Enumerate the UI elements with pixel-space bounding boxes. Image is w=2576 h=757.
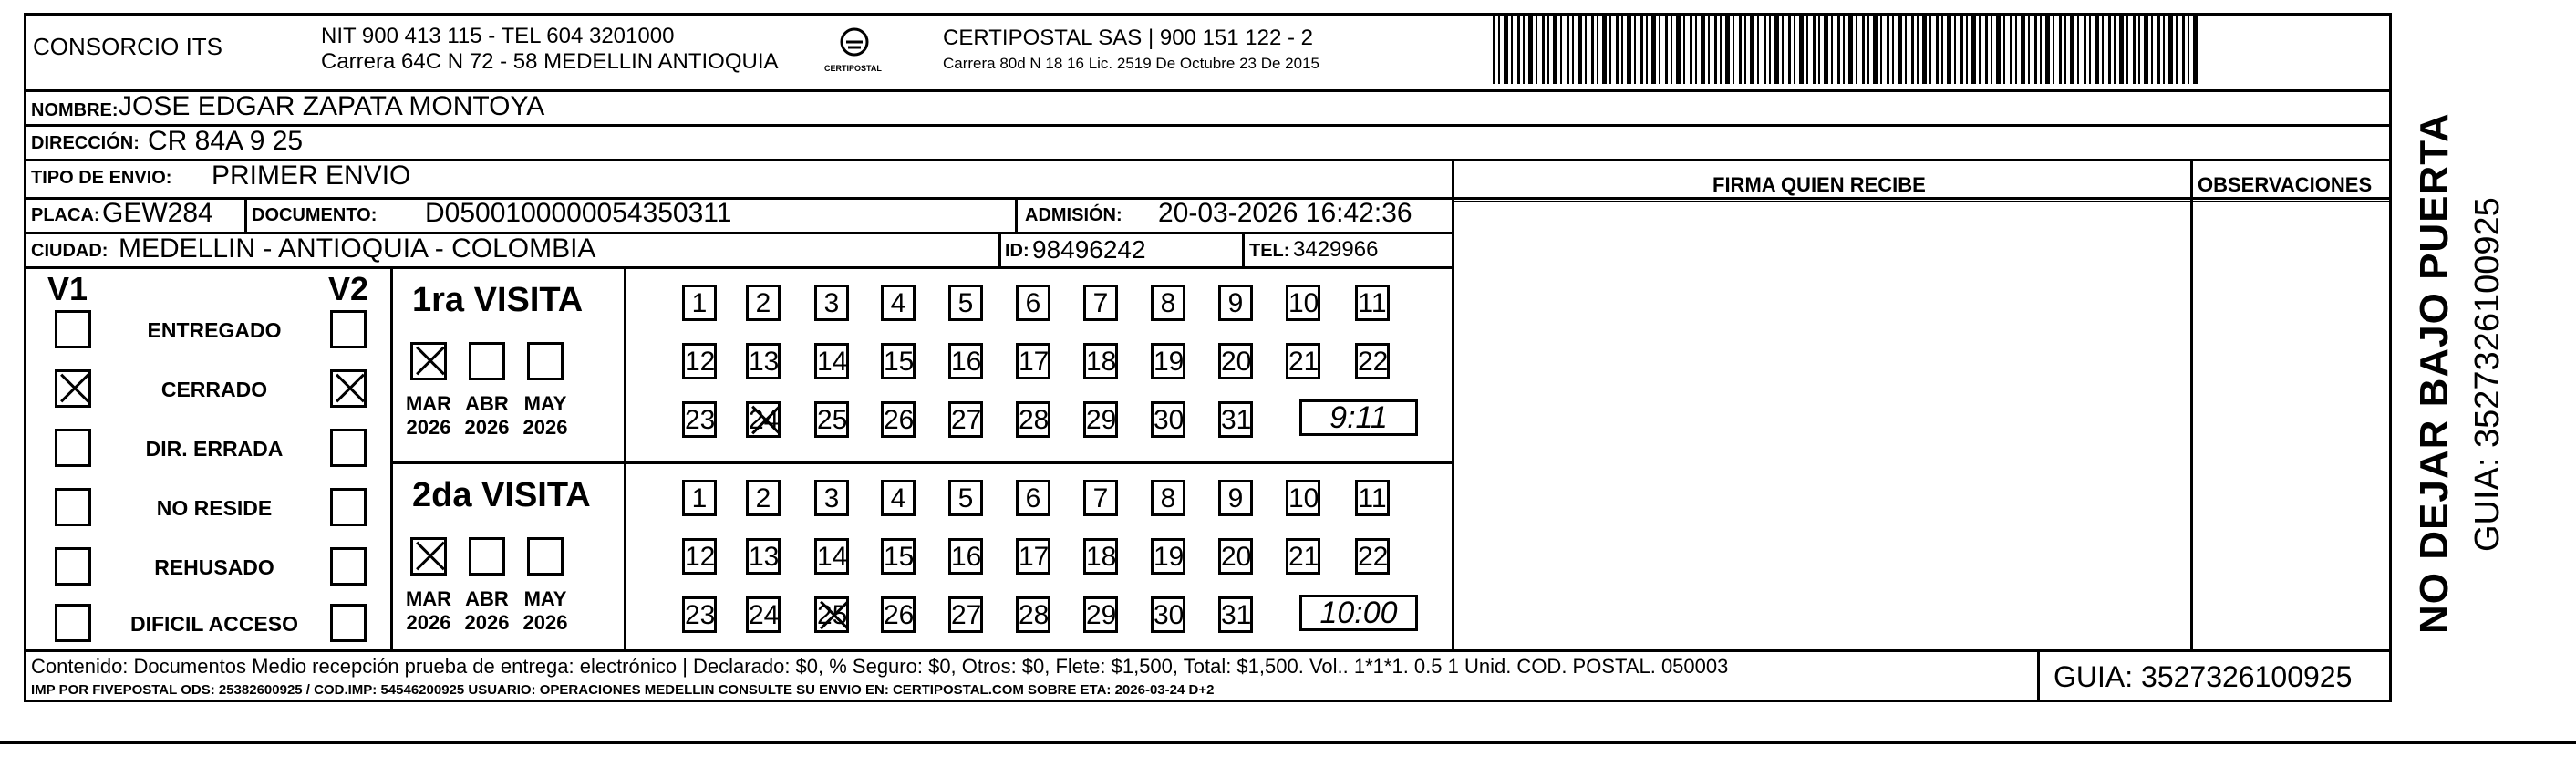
documento-label: DOCUMENTO: — [252, 205, 378, 225]
tipo-label: TIPO DE ENVIO: — [31, 168, 172, 188]
day-cell[interactable]: 15 — [881, 343, 916, 379]
placa-value: GEW284 — [102, 198, 213, 228]
v1-checkbox[interactable] — [55, 604, 91, 642]
day-cell[interactable]: 30 — [1151, 596, 1185, 633]
day-cell[interactable]: 11 — [1355, 480, 1390, 516]
day-cell[interactable]: 21 — [1286, 538, 1320, 575]
firma-left-border — [1452, 159, 1454, 649]
day-cell[interactable]: 8 — [1151, 480, 1185, 516]
day-cell[interactable]: 22 — [1355, 538, 1390, 575]
id-value: 98496242 — [1032, 235, 1146, 264]
month-checkbox[interactable] — [410, 342, 447, 380]
day-cell[interactable]: 4 — [881, 480, 916, 516]
day-cell[interactable]: 22 — [1355, 343, 1390, 379]
day-cell[interactable]: 16 — [948, 343, 983, 379]
day-cell[interactable]: 3 — [814, 480, 849, 516]
day-cell[interactable]: 7 — [1083, 285, 1118, 321]
day-cell[interactable]: 31 — [1218, 401, 1253, 438]
day-cell[interactable]: 9 — [1218, 285, 1253, 321]
address-line: Carrera 64C N 72 - 58 MEDELLIN ANTIOQUIA — [321, 49, 779, 74]
day-cell[interactable]: 17 — [1016, 538, 1050, 575]
day-cell[interactable]: 24 — [746, 596, 781, 633]
day-cell[interactable]: 2 — [746, 480, 781, 516]
v2-label: V2 — [328, 270, 369, 307]
visit-divider — [624, 266, 626, 649]
day-cell[interactable]: 6 — [1016, 480, 1050, 516]
day-cell[interactable]: 12 — [682, 538, 717, 575]
v2-checkbox[interactable] — [330, 604, 367, 642]
month-label: ABR — [465, 587, 509, 610]
id-label: ID: — [1005, 241, 1029, 261]
day-cell[interactable]: 12 — [682, 343, 717, 379]
month-label: MAR — [405, 392, 452, 415]
day-cell[interactable]: 29 — [1083, 401, 1118, 438]
day-cell[interactable]: 24 — [746, 401, 781, 438]
day-cell[interactable]: 10 — [1286, 285, 1320, 321]
day-cell[interactable]: 9 — [1218, 480, 1253, 516]
month-checkbox[interactable] — [410, 537, 447, 576]
v1-checkbox[interactable] — [55, 429, 91, 467]
year-label: 2026 — [464, 416, 510, 439]
day-cell[interactable]: 28 — [1016, 401, 1050, 438]
day-cell[interactable]: 5 — [948, 285, 983, 321]
day-cell[interactable]: 27 — [948, 401, 983, 438]
day-cell[interactable]: 13 — [746, 343, 781, 379]
logo-caption: CERTIPOSTAL — [824, 64, 882, 73]
day-cell[interactable]: 1 — [682, 480, 717, 516]
status-label: DIR. ERRADA — [145, 437, 284, 461]
row-rule-5 — [24, 266, 1452, 269]
year-label: 2026 — [522, 416, 568, 439]
footer-guia: GUIA: 3527326100925 — [2054, 660, 2353, 693]
day-cell[interactable]: 31 — [1218, 596, 1253, 633]
status-label: REHUSADO — [154, 555, 274, 579]
nombre-label: NOMBRE: — [31, 100, 119, 120]
v1-checkbox[interactable] — [55, 369, 91, 408]
v1-checkbox[interactable] — [55, 488, 91, 526]
day-cell[interactable]: 17 — [1016, 343, 1050, 379]
visit-time: 9:11 — [1299, 399, 1418, 436]
day-cell[interactable]: 7 — [1083, 480, 1118, 516]
day-cell[interactable]: 14 — [814, 538, 849, 575]
carrier-line: CERTIPOSTAL SAS | 900 151 122 - 2 — [943, 26, 1313, 50]
footer-line1: Contenido: Documentos Medio recepción prueba de entrega: electrónico | Declarado: $0, % Seguro: $0, Otros: $0, Flete: $1,500, Total: $1,500. Vol.. 1*1*1. 0.5 1 Unid. COD. POSTAL. 050003 — [31, 655, 1729, 678]
day-cell[interactable]: 8 — [1151, 285, 1185, 321]
observaciones-header: OBSERVACIONES — [2198, 173, 2373, 196]
direccion-value: CR 84A 9 25 — [148, 126, 304, 156]
status-label: CERRADO — [160, 378, 268, 401]
day-cell[interactable]: 20 — [1218, 343, 1253, 379]
v2-checkbox[interactable] — [330, 429, 367, 467]
footer-line2: IMP POR FIVEPOSTAL ODS: 25382600925 / COD.IMP: 54546200925 USUARIO: OPERACIONES MEDELLIN CONSULTE SU ENVIO EN: CERTIPOSTAL.COM SOBRE ETA: 2026-03-24 D+2 — [31, 682, 1215, 698]
day-cell[interactable]: 26 — [881, 596, 916, 633]
observaciones-left-border — [2190, 159, 2193, 649]
day-cell[interactable]: 19 — [1151, 343, 1185, 379]
license-line: Carrera 80d N 18 16 Lic. 2519 De Octubre 23 De 2015 — [943, 55, 1319, 72]
day-cell[interactable]: 23 — [682, 401, 717, 438]
company-name: CONSORCIO ITS — [33, 33, 223, 60]
day-cell[interactable]: 19 — [1151, 538, 1185, 575]
month-label: MAY — [523, 587, 567, 610]
v2-checkbox[interactable] — [330, 310, 367, 348]
month-label: ABR — [465, 392, 509, 415]
admision-label: ADMISIÓN: — [1025, 205, 1122, 225]
day-cell[interactable]: 21 — [1286, 343, 1320, 379]
id-divider — [998, 232, 1001, 266]
ciudad-value: MEDELLIN - ANTIOQUIA - COLOMBIA — [119, 233, 596, 264]
day-cell[interactable]: 20 — [1218, 538, 1253, 575]
admision-value: 20-03-2026 16:42:36 — [1158, 198, 1412, 228]
month-checkbox[interactable] — [527, 342, 564, 380]
status-label: ENTREGADO — [147, 318, 282, 342]
day-cell[interactable]: 18 — [1083, 538, 1118, 575]
direccion-label: DIRECCIÓN: — [31, 133, 140, 153]
day-cell[interactable]: 6 — [1016, 285, 1050, 321]
day-cell[interactable]: 25 — [814, 596, 849, 633]
v2-checkbox[interactable] — [330, 547, 367, 586]
barcode-icon — [1493, 16, 2199, 84]
tel-value: 3429966 — [1293, 237, 1379, 262]
visit-title: 2da VISITA — [412, 476, 591, 514]
day-cell[interactable]: 3 — [814, 285, 849, 321]
month-label: MAR — [405, 587, 452, 610]
side-warning: NO DEJAR BAJO PUERTA — [2412, 112, 2457, 634]
day-cell[interactable]: 14 — [814, 343, 849, 379]
placa-divider — [244, 197, 247, 232]
month-checkbox[interactable] — [469, 537, 505, 576]
day-cell[interactable]: 11 — [1355, 285, 1390, 321]
month-checkbox[interactable] — [469, 342, 505, 380]
v1-checkbox[interactable] — [55, 547, 91, 586]
day-cell[interactable]: 28 — [1016, 596, 1050, 633]
side-guia: GUIA: 3527326100925 — [2468, 197, 2507, 552]
day-cell[interactable]: 23 — [682, 596, 717, 633]
year-label: 2026 — [522, 611, 568, 634]
month-checkbox[interactable] — [527, 537, 564, 576]
year-label: 2026 — [406, 416, 451, 439]
bottom-rule — [0, 741, 2576, 744]
status-label: NO RESIDE — [156, 496, 273, 520]
day-cell[interactable]: 27 — [948, 596, 983, 633]
day-cell[interactable]: 2 — [746, 285, 781, 321]
month-label: MAY — [523, 392, 567, 415]
year-label: 2026 — [406, 611, 451, 634]
visit-split — [390, 461, 1452, 464]
status-label: DIFICIL ACCESO — [129, 612, 298, 636]
day-cell[interactable]: 25 — [814, 401, 849, 438]
day-cell[interactable]: 16 — [948, 538, 983, 575]
day-cell[interactable]: 5 — [948, 480, 983, 516]
admision-divider — [1015, 197, 1018, 232]
row-rule-1 — [24, 124, 2392, 127]
day-cell[interactable]: 1 — [682, 285, 717, 321]
tel-label: TEL: — [1249, 241, 1290, 261]
v1-checkbox[interactable] — [55, 310, 91, 348]
day-cell[interactable]: 26 — [881, 401, 916, 438]
v2-checkbox[interactable] — [330, 369, 367, 408]
nombre-value: JOSE EDGAR ZAPATA MONTOYA — [119, 91, 545, 121]
placa-label: PLACA: — [31, 205, 100, 225]
day-cell[interactable]: 10 — [1286, 480, 1320, 516]
footer-guia-divider — [2037, 649, 2040, 702]
year-label: 2026 — [464, 611, 510, 634]
tipo-value: PRIMER ENVIO — [212, 161, 411, 191]
status-divider — [390, 266, 393, 649]
documento-value: D0500100000054350311 — [425, 198, 732, 228]
visit-time: 10:00 — [1299, 595, 1418, 631]
visit-title: 1ra VISITA — [412, 281, 584, 319]
day-cell[interactable]: 29 — [1083, 596, 1118, 633]
firma-header-rule — [1452, 201, 2392, 202]
firma-header: FIRMA QUIEN RECIBE — [1712, 173, 1926, 196]
ciudad-label: CIUDAD: — [31, 241, 109, 261]
day-cell[interactable]: 13 — [746, 538, 781, 575]
v2-checkbox[interactable] — [330, 488, 367, 526]
day-cell[interactable]: 15 — [881, 538, 916, 575]
day-cell[interactable]: 4 — [881, 285, 916, 321]
day-cell[interactable]: 18 — [1083, 343, 1118, 379]
nit-line: NIT 900 413 115 - TEL 604 3201000 — [321, 24, 675, 48]
v1-label: V1 — [47, 270, 88, 307]
day-cell[interactable]: 30 — [1151, 401, 1185, 438]
tel-divider — [1242, 232, 1245, 266]
